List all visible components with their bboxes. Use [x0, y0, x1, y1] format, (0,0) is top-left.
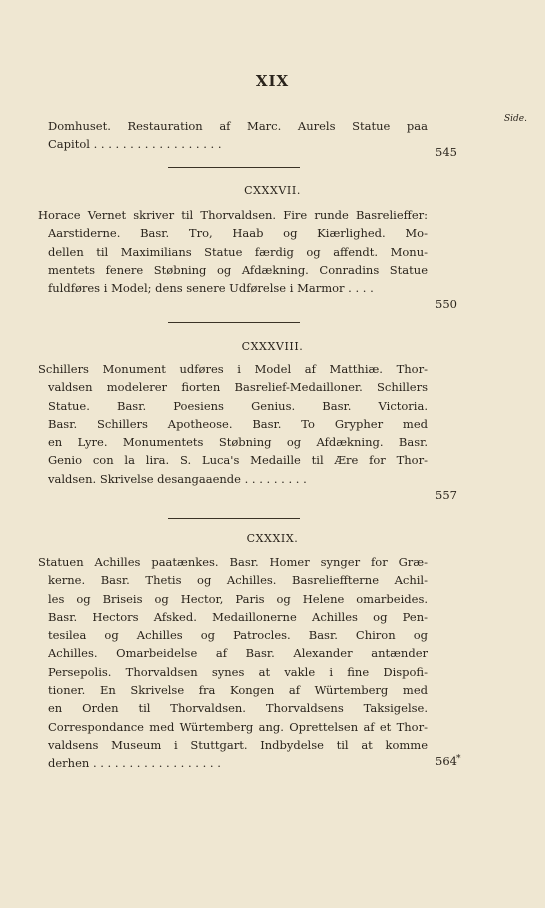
toc-entry-line: Schillers Monument udføres i Model af Matthiæ. Thor-	[38, 362, 428, 376]
toc-entry-line: en Orden til Thorvaldsen. Thorvaldsens Taksigelse.	[48, 701, 428, 716]
section-heading: CXXXVIII.	[241, 340, 304, 353]
toc-entry-line: Domhuset. Restauration af Marc. Aurels Statue paa	[48, 119, 428, 133]
toc-entry-line: valdsen. Skrivelse desangaaende . . . . . . . . .	[48, 471, 307, 486]
toc-entry-line: Persepolis. Thorvaldsen synes at vakle i fine Dispofi-	[48, 664, 428, 679]
toc-entry-line: Capitol . . . . . . . . . . . . . . . . . .	[48, 137, 222, 152]
toc-entry-continued	[48, 117, 428, 154]
toc-entry-line: Statue. Basr. Poesiens Genius. Basr. Victoria.	[48, 398, 428, 413]
toc-entry-line: Basr. Hectors Afsked. Medaillonerne Achilles og Pen-	[48, 609, 428, 624]
section-divider	[168, 167, 300, 168]
toc-entry-line: tioner. En Skrivelse fra Kongen af Würtemberg med	[48, 683, 428, 698]
toc-entry-line: Aarstiderne. Basr. Tro, Haab og Kiærlighed. Mo-	[48, 226, 428, 241]
toc-entry-line: Achilles. Omarbeidelse af Basr. Alexander antænder	[48, 646, 428, 661]
toc-page-number: 557	[435, 488, 457, 502]
toc-entry-line: derhen . . . . . . . . . . . . . . . . . .	[48, 756, 221, 771]
toc-entry-line: Horace Vernet skriver til Thorvaldsen. Fire runde Basrelieffer:	[38, 208, 428, 222]
toc-entry-line: les og Briseis og Hector, Paris og Helene omarbeides.	[48, 591, 428, 606]
toc-entry-line: valdsens Museum i Stuttgart. Indbydelse til at komme	[48, 737, 428, 752]
toc-page-number: 550	[435, 297, 457, 311]
toc-entry-line: fuldføres i Model; dens senere Udførelse i Marmor . . . .	[48, 281, 374, 296]
asterisk-mark-icon: *	[456, 754, 461, 764]
section-heading: CXXXVII.	[244, 184, 301, 197]
side-column-label: Side.	[504, 114, 527, 124]
toc-entry-line: Correspondance med Würtemberg ang. Oprettelsen af et Thor-	[48, 719, 428, 734]
toc-entry-line: tesilea og Achilles og Patrocles. Basr. Chiron og	[48, 628, 428, 643]
toc-entry-line: Statuen Achilles paatænkes. Basr. Homer synger for Græ-	[38, 555, 428, 569]
page-numeral: XIX	[255, 72, 290, 90]
toc-entry-cxxxvii	[38, 206, 428, 297]
toc-entry-line: Genio con la lira. S. Luca's Medaille til Ære for Thor-	[48, 453, 428, 468]
toc-entry-cxxxix	[38, 553, 428, 773]
toc-entry-line: Basr. Schillers Apotheose. Basr. To Grypher med	[48, 416, 428, 431]
toc-entry-line: kerne. Basr. Thetis og Achilles. Basrelieffterne Achil-	[48, 573, 428, 588]
section-divider	[168, 322, 300, 323]
section-heading: CXXXIX.	[246, 532, 299, 545]
toc-page-number: 545	[435, 145, 457, 159]
toc-entry-line: en Lyre. Monumentets Støbning og Afdækning. Basr.	[48, 435, 428, 450]
toc-page-number: 564	[435, 754, 457, 768]
toc-entry-line: mentets fenere Støbning og Afdækning. Conradins Statue	[48, 262, 428, 277]
toc-entry-line: dellen til Maximilians Statue færdig og affendt. Monu-	[48, 244, 428, 259]
toc-entry-cxxxviii	[38, 360, 428, 488]
section-divider	[168, 518, 300, 519]
toc-entry-line: valdsen modelerer fiorten Basrelief-Medailloner. Schillers	[48, 380, 428, 395]
